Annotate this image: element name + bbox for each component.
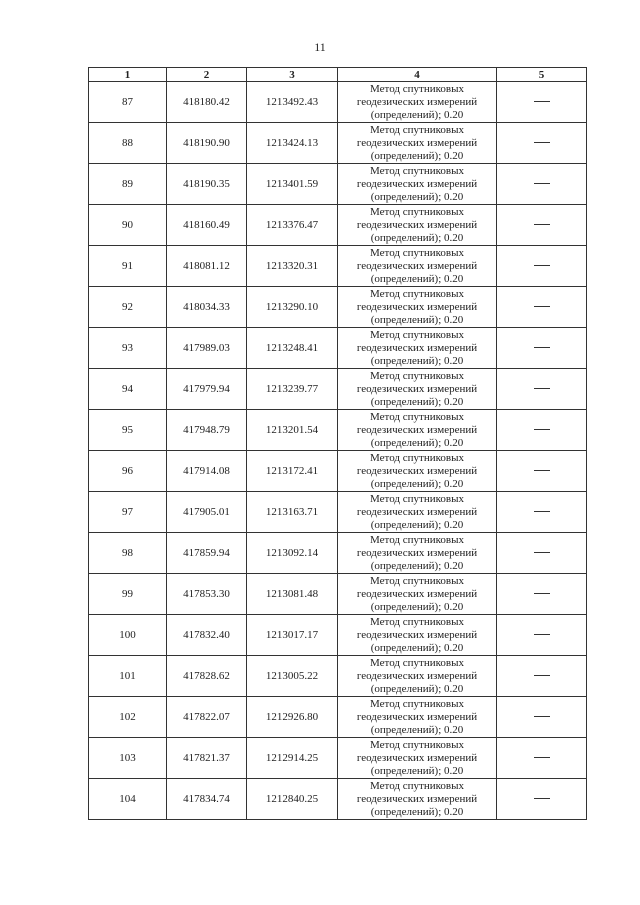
dash-cell — [497, 533, 587, 574]
method-line: (определений); 0.20 — [370, 518, 464, 531]
method-line: Метод спутниковых — [370, 205, 464, 218]
y-coordinate-cell: 1213172.41 — [247, 451, 338, 492]
method-cell — [338, 410, 497, 451]
table-row — [89, 205, 587, 246]
method-line: Метод спутниковых — [370, 574, 464, 587]
method-cell — [338, 246, 497, 287]
y-coordinate-cell: 1213248.41 — [247, 328, 338, 369]
method-line: (определений); 0.20 — [370, 313, 464, 326]
method-cell — [338, 492, 497, 533]
method-line: (определений); 0.20 — [370, 600, 464, 613]
x-coordinate-cell: 417905.01 — [167, 492, 247, 533]
method-cell — [338, 82, 497, 123]
header-col-5: 5 — [497, 68, 587, 82]
point-number-cell: 88 — [89, 123, 167, 164]
method-line: геодезических измерений — [356, 259, 478, 272]
dash-cell — [497, 697, 587, 738]
x-coordinate-cell: 417853.30 — [167, 574, 247, 615]
method-cell — [338, 615, 497, 656]
header-col-2: 2 — [167, 68, 247, 82]
table-row — [89, 82, 587, 123]
dash-cell — [497, 574, 587, 615]
point-number-cell: 101 — [89, 656, 167, 697]
method-line: Метод спутниковых — [370, 246, 464, 259]
method-line: Метод спутниковых — [370, 738, 464, 751]
table-row — [89, 287, 587, 328]
x-coordinate-cell: 418180.42 — [167, 82, 247, 123]
x-coordinate-cell: 417989.03 — [167, 328, 247, 369]
dash-cell — [497, 82, 587, 123]
dash-cell — [497, 164, 587, 205]
dash-cell — [497, 492, 587, 533]
dash-mark — [534, 429, 550, 430]
method-line: (определений); 0.20 — [370, 723, 464, 736]
method-cell — [338, 656, 497, 697]
method-line: геодезических измерений — [356, 300, 478, 313]
method-line: Метод спутниковых — [370, 328, 464, 341]
dash-mark — [534, 470, 550, 471]
y-coordinate-cell: 1212914.25 — [247, 738, 338, 779]
method-cell — [338, 123, 497, 164]
method-line: геодезических измерений — [356, 218, 478, 231]
y-coordinate-cell: 1213401.59 — [247, 164, 338, 205]
x-coordinate-cell: 417822.07 — [167, 697, 247, 738]
method-line: Метод спутниковых — [370, 82, 464, 95]
method-cell — [338, 287, 497, 328]
dash-mark — [534, 593, 550, 594]
dash-cell — [497, 246, 587, 287]
x-coordinate-cell: 417834.74 — [167, 779, 247, 820]
method-cell — [338, 369, 497, 410]
y-coordinate-cell: 1213239.77 — [247, 369, 338, 410]
dash-mark — [534, 798, 550, 799]
method-line: (определений); 0.20 — [370, 272, 464, 285]
method-line: Метод спутниковых — [370, 656, 464, 669]
x-coordinate-cell: 417821.37 — [167, 738, 247, 779]
dash-mark — [534, 757, 550, 758]
method-line: геодезических измерений — [356, 628, 478, 641]
method-line: Метод спутниковых — [370, 697, 464, 710]
method-cell — [338, 205, 497, 246]
dash-mark — [534, 347, 550, 348]
x-coordinate-cell: 418190.35 — [167, 164, 247, 205]
dash-mark — [534, 265, 550, 266]
x-coordinate-cell: 417828.62 — [167, 656, 247, 697]
x-coordinate-cell: 418081.12 — [167, 246, 247, 287]
method-line: (определений); 0.20 — [370, 436, 464, 449]
method-line: (определений); 0.20 — [370, 395, 464, 408]
dash-mark — [534, 306, 550, 307]
method-line: (определений); 0.20 — [370, 231, 464, 244]
method-line: (определений); 0.20 — [370, 477, 464, 490]
y-coordinate-cell: 1213163.71 — [247, 492, 338, 533]
x-coordinate-cell: 418160.49 — [167, 205, 247, 246]
method-cell — [338, 697, 497, 738]
dash-cell — [497, 779, 587, 820]
point-number-cell: 99 — [89, 574, 167, 615]
point-number-cell: 89 — [89, 164, 167, 205]
method-line: (определений); 0.20 — [370, 764, 464, 777]
table-row — [89, 656, 587, 697]
dash-cell — [497, 410, 587, 451]
point-number-cell: 95 — [89, 410, 167, 451]
table-row — [89, 164, 587, 205]
dash-cell — [497, 738, 587, 779]
dash-cell — [497, 287, 587, 328]
header-col-4: 4 — [338, 68, 497, 82]
method-line: Метод спутниковых — [370, 164, 464, 177]
y-coordinate-cell: 1213201.54 — [247, 410, 338, 451]
y-coordinate-cell: 1213081.48 — [247, 574, 338, 615]
table-row — [89, 451, 587, 492]
dash-cell — [497, 615, 587, 656]
dash-mark — [534, 675, 550, 676]
table-row — [89, 697, 587, 738]
table-row — [89, 246, 587, 287]
method-line: (определений); 0.20 — [370, 149, 464, 162]
table-row — [89, 574, 587, 615]
y-coordinate-cell: 1213005.22 — [247, 656, 338, 697]
dash-cell — [497, 123, 587, 164]
x-coordinate-cell: 417979.94 — [167, 369, 247, 410]
method-line: (определений); 0.20 — [370, 190, 464, 203]
table-row — [89, 492, 587, 533]
point-number-cell: 96 — [89, 451, 167, 492]
method-line: геодезических измерений — [356, 177, 478, 190]
x-coordinate-cell: 418190.90 — [167, 123, 247, 164]
method-cell — [338, 738, 497, 779]
method-line: (определений); 0.20 — [370, 559, 464, 572]
dash-mark — [534, 224, 550, 225]
table-body — [89, 82, 587, 820]
dash-mark — [534, 511, 550, 512]
method-line: Метод спутниковых — [370, 287, 464, 300]
point-number-cell: 100 — [89, 615, 167, 656]
y-coordinate-cell: 1213092.14 — [247, 533, 338, 574]
table-row — [89, 615, 587, 656]
y-coordinate-cell: 1213320.31 — [247, 246, 338, 287]
method-line: Метод спутниковых — [370, 123, 464, 136]
table-header-row — [89, 68, 587, 82]
coordinates-table — [88, 67, 587, 820]
y-coordinate-cell: 1212926.80 — [247, 697, 338, 738]
point-number-cell: 87 — [89, 82, 167, 123]
x-coordinate-cell: 417914.08 — [167, 451, 247, 492]
point-number-cell: 93 — [89, 328, 167, 369]
x-coordinate-cell: 418034.33 — [167, 287, 247, 328]
method-line: геодезических измерений — [356, 669, 478, 682]
dash-cell — [497, 328, 587, 369]
method-line: Метод спутниковых — [370, 451, 464, 464]
method-line: геодезических измерений — [356, 792, 478, 805]
method-line: Метод спутниковых — [370, 533, 464, 546]
method-line: геодезических измерений — [356, 423, 478, 436]
method-line: геодезических измерений — [356, 505, 478, 518]
dash-cell — [497, 369, 587, 410]
method-line: геодезических измерений — [356, 710, 478, 723]
method-line: геодезических измерений — [356, 341, 478, 354]
table-row — [89, 533, 587, 574]
method-line: геодезических измерений — [356, 751, 478, 764]
x-coordinate-cell: 417832.40 — [167, 615, 247, 656]
dash-mark — [534, 388, 550, 389]
y-coordinate-cell: 1213017.17 — [247, 615, 338, 656]
point-number-cell: 94 — [89, 369, 167, 410]
method-line: Метод спутниковых — [370, 779, 464, 792]
point-number-cell: 103 — [89, 738, 167, 779]
dash-cell — [497, 205, 587, 246]
method-line: Метод спутниковых — [370, 492, 464, 505]
method-line: (определений); 0.20 — [370, 108, 464, 121]
method-cell — [338, 451, 497, 492]
table-row — [89, 738, 587, 779]
header-col-1: 1 — [89, 68, 167, 82]
method-line: геодезических измерений — [356, 546, 478, 559]
method-line: геодезических измерений — [356, 587, 478, 600]
point-number-cell: 97 — [89, 492, 167, 533]
method-line: геодезических измерений — [356, 382, 478, 395]
point-number-cell: 104 — [89, 779, 167, 820]
dash-mark — [534, 183, 550, 184]
dash-mark — [534, 552, 550, 553]
dash-cell — [497, 656, 587, 697]
point-number-cell: 91 — [89, 246, 167, 287]
x-coordinate-cell: 417948.79 — [167, 410, 247, 451]
dash-mark — [534, 142, 550, 143]
point-number-cell: 92 — [89, 287, 167, 328]
method-line: Метод спутниковых — [370, 615, 464, 628]
table-row — [89, 123, 587, 164]
dash-cell — [497, 451, 587, 492]
method-line: (определений); 0.20 — [370, 805, 464, 818]
point-number-cell: 98 — [89, 533, 167, 574]
method-cell — [338, 328, 497, 369]
table-row — [89, 328, 587, 369]
method-cell — [338, 574, 497, 615]
table-row — [89, 410, 587, 451]
x-coordinate-cell: 417859.94 — [167, 533, 247, 574]
method-line: геодезических измерений — [356, 464, 478, 477]
header-col-3: 3 — [247, 68, 338, 82]
method-line: геодезических измерений — [356, 95, 478, 108]
y-coordinate-cell: 1213376.47 — [247, 205, 338, 246]
dash-mark — [534, 101, 550, 102]
method-cell — [338, 779, 497, 820]
y-coordinate-cell: 1213492.43 — [247, 82, 338, 123]
page-number: 11 — [314, 40, 326, 54]
method-line: Метод спутниковых — [370, 369, 464, 382]
method-line: (определений); 0.20 — [370, 682, 464, 695]
y-coordinate-cell: 1212840.25 — [247, 779, 338, 820]
method-line: (определений); 0.20 — [370, 641, 464, 654]
y-coordinate-cell: 1213424.13 — [247, 123, 338, 164]
point-number-cell: 102 — [89, 697, 167, 738]
dash-mark — [534, 634, 550, 635]
point-number-cell: 90 — [89, 205, 167, 246]
dash-mark — [534, 716, 550, 717]
table-row — [89, 369, 587, 410]
method-line: Метод спутниковых — [370, 410, 464, 423]
method-line: геодезических измерений — [356, 136, 478, 149]
y-coordinate-cell: 1213290.10 — [247, 287, 338, 328]
method-line: (определений); 0.20 — [370, 354, 464, 367]
table-row — [89, 779, 587, 820]
method-cell — [338, 533, 497, 574]
method-cell — [338, 164, 497, 205]
